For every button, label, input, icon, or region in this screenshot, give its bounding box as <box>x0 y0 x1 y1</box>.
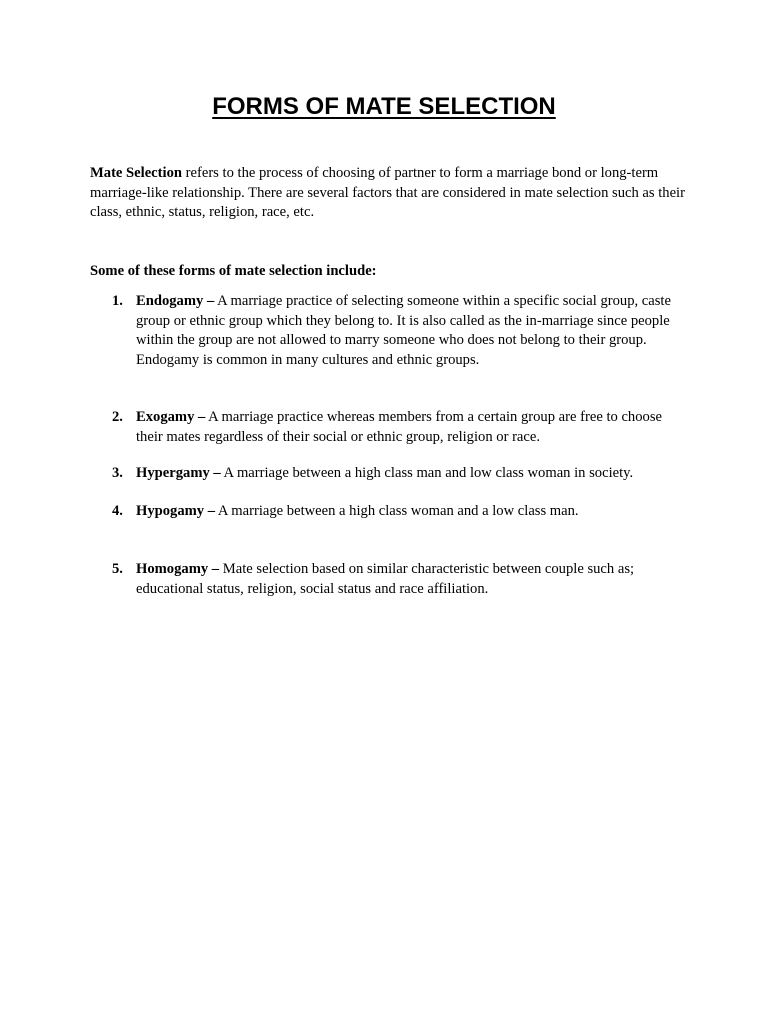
list-item-number: 3. <box>112 465 123 481</box>
list-item-number: 5. <box>112 561 123 577</box>
list-item-body <box>136 560 692 599</box>
list-lead-heading: Some of these forms of mate selection include: <box>90 263 377 279</box>
list-item-body <box>136 502 692 522</box>
page-title-text: FORMS OF MATE SELECTION <box>212 93 556 120</box>
list-item-text: Mate selection based on similar characteristic between couple such as; educational status, religion, social status and race affiliation. <box>136 561 635 597</box>
list-item-term: Hypergamy – <box>136 465 221 481</box>
list-item-text: A marriage practice whereas members from a certain group are free to choose their mates regardless of their social or ethnic group, religion or race. <box>136 409 662 445</box>
page-title <box>0 92 768 122</box>
list-item-hypogamy <box>112 502 692 522</box>
intro-text: refers to the process of choosing of partner to form a marriage bond or long-term marriage-like relationship. There are several factors that are considered in mate selection such as their class, ethnic, status, religion, race, etc. <box>90 165 685 220</box>
list-item-term: Hypogamy – <box>136 503 216 519</box>
list-item-exogamy <box>112 408 692 447</box>
list-item-body <box>136 408 692 447</box>
list-item-number: 2. <box>112 409 123 425</box>
list-item-term: Exogamy – <box>136 409 206 425</box>
list-item-text: A marriage practice of selecting someone within a specific social group, caste group or ethnic group which they belong to. It is also called as the in-marriage since people within the group are not allowed to marry someone who does not belong to their group. Endogamy is common in many cultures and ethnic groups. <box>136 293 671 368</box>
list-item-term: Endogamy – <box>136 293 215 309</box>
list-item-endogamy <box>112 292 692 370</box>
list-item-homogamy <box>112 560 692 599</box>
list-item-number: 1. <box>112 293 123 309</box>
intro-term: Mate Selection <box>90 165 182 181</box>
list-item-text: A marriage between a high class woman and a low class man. <box>215 503 579 519</box>
list-item-hypergamy <box>112 464 692 484</box>
list-item-term: Homogamy – <box>136 561 220 577</box>
list-item-text: A marriage between a high class man and low class woman in society. <box>220 465 634 481</box>
list-item-body <box>136 292 692 370</box>
intro-paragraph <box>90 164 690 223</box>
list-item-number: 4. <box>112 503 123 519</box>
list-item-body <box>136 464 692 484</box>
